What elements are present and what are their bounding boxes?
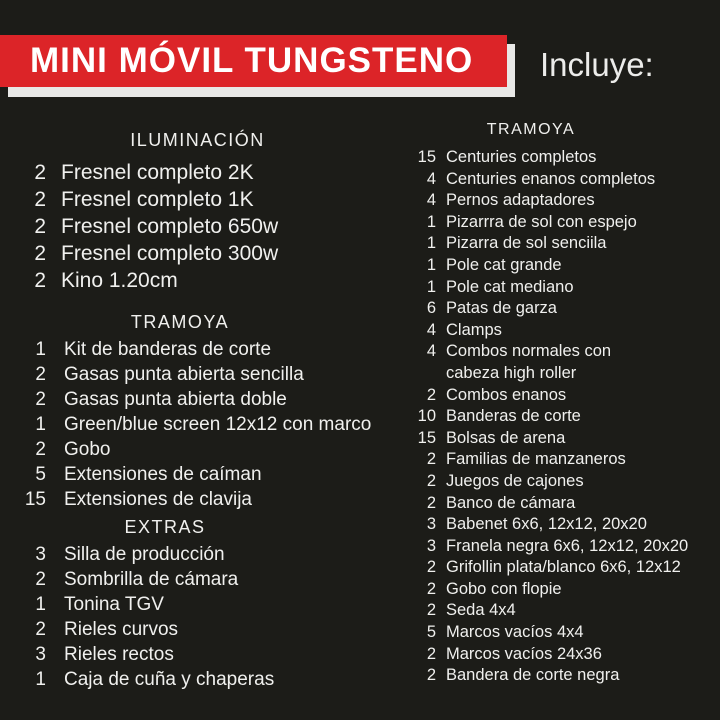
item-label: Caja de cuña y chaperas bbox=[64, 669, 275, 690]
list-item bbox=[0, 462, 400, 487]
item-qty: 2 bbox=[34, 242, 46, 265]
item-label: Juegos de cajones bbox=[446, 471, 584, 490]
list-item bbox=[400, 622, 718, 644]
item-qty: 1 bbox=[426, 234, 436, 253]
item-qty: 1 bbox=[35, 414, 46, 435]
list-item bbox=[400, 406, 718, 428]
item-label: Kit de banderas de corte bbox=[64, 339, 272, 360]
item-qty: 15 bbox=[417, 148, 436, 166]
item-label: Fresnel completo 300w bbox=[61, 242, 279, 265]
item-qty: 6 bbox=[426, 299, 436, 318]
item-qty: 2 bbox=[35, 364, 46, 385]
section-iluminacion bbox=[0, 130, 400, 294]
item-qty: 1 bbox=[426, 255, 436, 274]
item-qty: 4 bbox=[426, 320, 436, 339]
list-item bbox=[400, 233, 718, 255]
item-qty: 2 bbox=[426, 471, 436, 490]
item-label: Patas de garza bbox=[446, 299, 557, 318]
item-label: Combos normales con cabeza high roller bbox=[446, 342, 612, 382]
item-label: Fresnel completo 1K bbox=[61, 188, 254, 211]
item-label: Rieles curvos bbox=[64, 619, 179, 640]
list-item bbox=[400, 493, 718, 515]
section-title-tramoya-left: TRAMOYA bbox=[130, 312, 230, 332]
item-qty: 2 bbox=[426, 579, 436, 598]
list-item bbox=[0, 213, 400, 240]
list-item bbox=[400, 600, 718, 622]
item-qty: 2 bbox=[426, 666, 436, 685]
item-qty: 4 bbox=[426, 191, 436, 210]
list-item bbox=[0, 337, 400, 362]
item-label: Gasas punta abierta sencilla bbox=[64, 364, 304, 385]
list-item bbox=[400, 212, 718, 234]
item-label: Centuries completos bbox=[446, 148, 597, 166]
list-item bbox=[0, 437, 400, 462]
item-label: Bolsas de arena bbox=[446, 428, 566, 447]
list-item bbox=[400, 169, 718, 191]
item-qty: 3 bbox=[426, 536, 436, 555]
section-items-iluminacion bbox=[0, 159, 400, 294]
item-label: Bandera de corte negra bbox=[446, 666, 620, 685]
item-qty: 5 bbox=[426, 623, 436, 642]
item-label: Clamps bbox=[446, 320, 502, 339]
item-label: Pole cat mediano bbox=[446, 277, 574, 296]
section-items-extras bbox=[0, 542, 400, 692]
item-label: Sombrilla de cámara bbox=[64, 569, 239, 590]
list-item bbox=[400, 449, 718, 471]
section-items-tramoya-right bbox=[400, 147, 718, 687]
item-qty: 2 bbox=[426, 558, 436, 577]
list-item bbox=[0, 186, 400, 213]
left-column bbox=[0, 130, 400, 692]
item-label: Pernos adaptadores bbox=[446, 191, 595, 210]
item-label: Gobo con flopie bbox=[446, 579, 562, 598]
item-qty: 4 bbox=[426, 169, 436, 188]
item-label: Pole cat grande bbox=[446, 255, 562, 274]
list-item bbox=[400, 147, 718, 169]
item-qty: 15 bbox=[24, 489, 46, 510]
list-item bbox=[400, 557, 718, 579]
item-label: Green/blue screen 12x12 con marco bbox=[64, 414, 372, 435]
item-qty: 2 bbox=[426, 493, 436, 512]
item-label: Extensiones de caíman bbox=[64, 464, 262, 485]
item-label: Tonina TGV bbox=[64, 594, 164, 615]
title-banner bbox=[0, 35, 507, 87]
item-qty: 2 bbox=[426, 601, 436, 620]
list-item bbox=[400, 665, 718, 687]
item-qty: 1 bbox=[35, 594, 46, 615]
list-item bbox=[0, 642, 400, 667]
list-item bbox=[400, 320, 718, 342]
list-item bbox=[0, 567, 400, 592]
list-item bbox=[400, 471, 718, 493]
list-item bbox=[400, 514, 718, 536]
section-tramoya-left bbox=[0, 312, 400, 512]
list-item bbox=[0, 362, 400, 387]
item-label: Kino 1.20cm bbox=[61, 269, 178, 292]
item-qty: 2 bbox=[426, 385, 436, 404]
item-qty: 3 bbox=[35, 544, 46, 565]
includes-heading: Incluye: bbox=[540, 46, 654, 83]
item-qty: 2 bbox=[34, 215, 46, 238]
item-label: Centuries enanos completos bbox=[446, 169, 656, 188]
list-item bbox=[400, 536, 718, 558]
item-label: Banderas de corte bbox=[446, 407, 581, 426]
list-item bbox=[0, 267, 400, 294]
list-item bbox=[0, 667, 400, 692]
list-item bbox=[0, 159, 400, 186]
list-item bbox=[0, 240, 400, 267]
item-qty: 4 bbox=[426, 342, 436, 361]
list-item bbox=[0, 412, 400, 437]
item-label: Seda 4x4 bbox=[446, 601, 516, 620]
list-item bbox=[400, 579, 718, 601]
list-item bbox=[400, 190, 718, 212]
item-qty: 1 bbox=[35, 669, 46, 690]
item-qty: 2 bbox=[426, 450, 436, 469]
item-label: Franela negra 6x6, 12x12, 20x20 bbox=[446, 536, 689, 555]
section-items-tramoya-left bbox=[0, 337, 400, 512]
section-title-extras: EXTRAS bbox=[124, 517, 206, 537]
item-label: Banco de cámara bbox=[446, 493, 576, 512]
item-label: Babenet 6x6, 12x12, 20x20 bbox=[446, 515, 647, 534]
page-title: MINI MÓVIL TUNGSTENO bbox=[30, 41, 474, 80]
list-item bbox=[400, 298, 718, 320]
item-label: Grifollin plata/blanco 6x6, 12x12 bbox=[446, 558, 681, 577]
item-qty: 2 bbox=[34, 161, 46, 184]
list-item bbox=[400, 277, 718, 299]
item-label: Combos enanos bbox=[446, 385, 567, 404]
item-qty: 3 bbox=[426, 515, 436, 534]
item-qty: 2 bbox=[34, 269, 46, 292]
list-item bbox=[0, 617, 400, 642]
item-label: Fresnel completo 2K bbox=[61, 161, 254, 184]
item-label: Marcos vacíos 4x4 bbox=[446, 623, 584, 642]
right-column bbox=[400, 120, 718, 687]
item-qty: 1 bbox=[426, 277, 436, 296]
item-label: Fresnel completo 650w bbox=[61, 215, 279, 238]
item-label: Gasas punta abierta doble bbox=[64, 389, 287, 410]
item-label: Pizarrra de sol con espejo bbox=[446, 212, 637, 231]
section-tramoya-right bbox=[400, 120, 718, 687]
item-label: Extensiones de clavija bbox=[64, 489, 252, 510]
list-item bbox=[0, 592, 400, 617]
item-qty: 2 bbox=[35, 389, 46, 410]
item-label: Marcos vacíos 24x36 bbox=[446, 644, 602, 663]
item-qty: 2 bbox=[426, 644, 436, 663]
item-qty: 1 bbox=[426, 212, 436, 231]
list-item bbox=[400, 644, 718, 666]
list-item bbox=[400, 428, 718, 450]
section-title-iluminacion: ILUMINACIÓN bbox=[130, 130, 265, 150]
item-qty: 2 bbox=[35, 439, 46, 460]
list-item bbox=[400, 385, 718, 407]
item-qty: 10 bbox=[417, 407, 436, 426]
section-extras bbox=[0, 517, 400, 692]
item-qty: 2 bbox=[35, 569, 46, 590]
section-title-tramoya-right: TRAMOYA bbox=[486, 121, 576, 138]
list-item bbox=[0, 542, 400, 567]
list-item bbox=[0, 487, 400, 512]
item-qty: 15 bbox=[417, 428, 436, 447]
list-item bbox=[0, 387, 400, 412]
item-qty: 1 bbox=[35, 339, 46, 360]
item-qty: 2 bbox=[34, 188, 46, 211]
item-label: Familias de manzaneros bbox=[446, 450, 626, 469]
item-qty: 5 bbox=[35, 464, 46, 485]
item-label: Pizarra de sol senciila bbox=[446, 234, 607, 253]
item-label: Gobo bbox=[64, 439, 111, 460]
item-label: Rieles rectos bbox=[64, 644, 174, 665]
item-qty: 3 bbox=[35, 644, 46, 665]
list-item bbox=[400, 255, 718, 277]
list-item bbox=[400, 341, 718, 384]
item-label: Silla de producción bbox=[64, 544, 225, 565]
item-qty: 2 bbox=[35, 619, 46, 640]
